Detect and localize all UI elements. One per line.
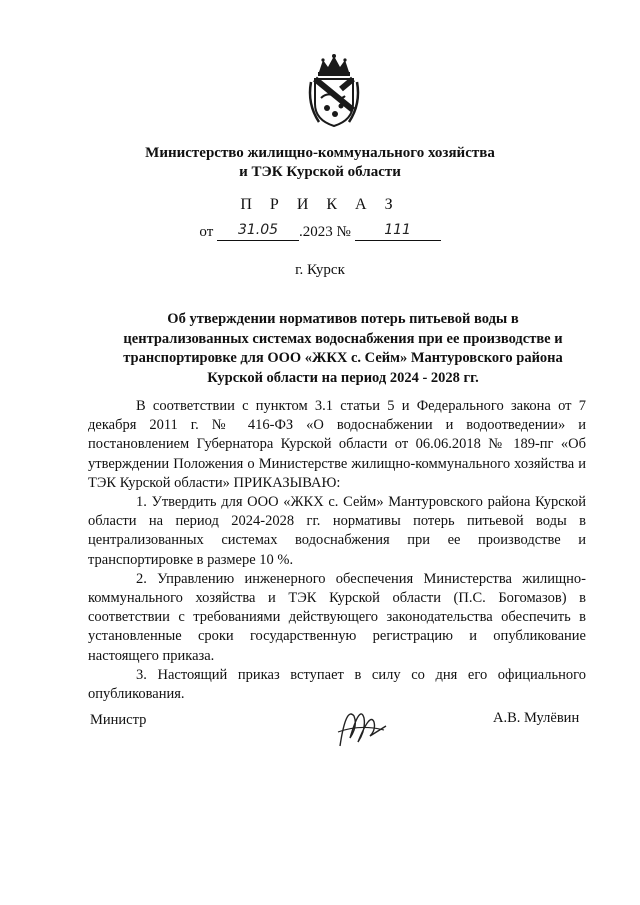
order-item-1: 1. Утвердить для ООО «ЖКХ с. Сейм» Мантуровского района Курской области на период 2024-2028 гг. нормативы потерь питьевой воды в централизованных системах водоснабжения при ее производстве и транспортировке в размере 10 %. [88, 494, 586, 568]
ministry-name: Министерство жилищно-коммунального хозяйства и ТЭК Курской области [145, 145, 495, 180]
order-subject: Об утверждении нормативов потерь питьевой воды в централизованных системах водоснабжения при ее производстве и транспортировке для ООО «ЖКХ с. Сейм» Мантуровского района Курской области на период 2024 - 2028 гг. [123, 311, 563, 386]
date-number-line [0, 222, 640, 241]
order-body [88, 397, 586, 704]
date-year-number-label: .2023 № [299, 224, 351, 240]
order-item-2: 2. Управлению инженерного обеспечения Министерства жилищно-коммунального хозяйства и ТЭК Курской области (П.С. Богомазов) в соответствии с требованиями действующего законодательства обеспечить в установленные сроки государственную регистрацию и опубликование настоящего приказа. [88, 570, 586, 664]
coat-of-arms-icon [305, 52, 363, 130]
order-item-3: 3. Настоящий приказ вступает в силу со дня его официального опубликования. [88, 666, 586, 703]
signatory-title: Министр [90, 712, 147, 728]
handwritten-signature [330, 696, 390, 756]
date-prefix: от [199, 224, 214, 240]
signatory-name: А.В. Мулёвин [493, 710, 580, 726]
handwritten-date: 31.05 [217, 222, 299, 241]
document-type-title: П Р И К А З [240, 196, 400, 213]
handwritten-order-number: 111 [355, 222, 441, 241]
city-name: г. Курск [295, 262, 345, 278]
preamble-paragraph: В соответствии с пунктом 3.1 статьи 5 и Федерального закона от 7 декабря 2011 г. № 416-ФЗ «О водоснабжении и водоотведении» и постановлением Губернатора Курской области от 06.06.2018 № 189-пг «Об утверждении Положения о Министерстве жилищно-коммунального хозяйства и ТЭК Курской области» ПРИКАЗЫВАЮ: [88, 398, 586, 491]
